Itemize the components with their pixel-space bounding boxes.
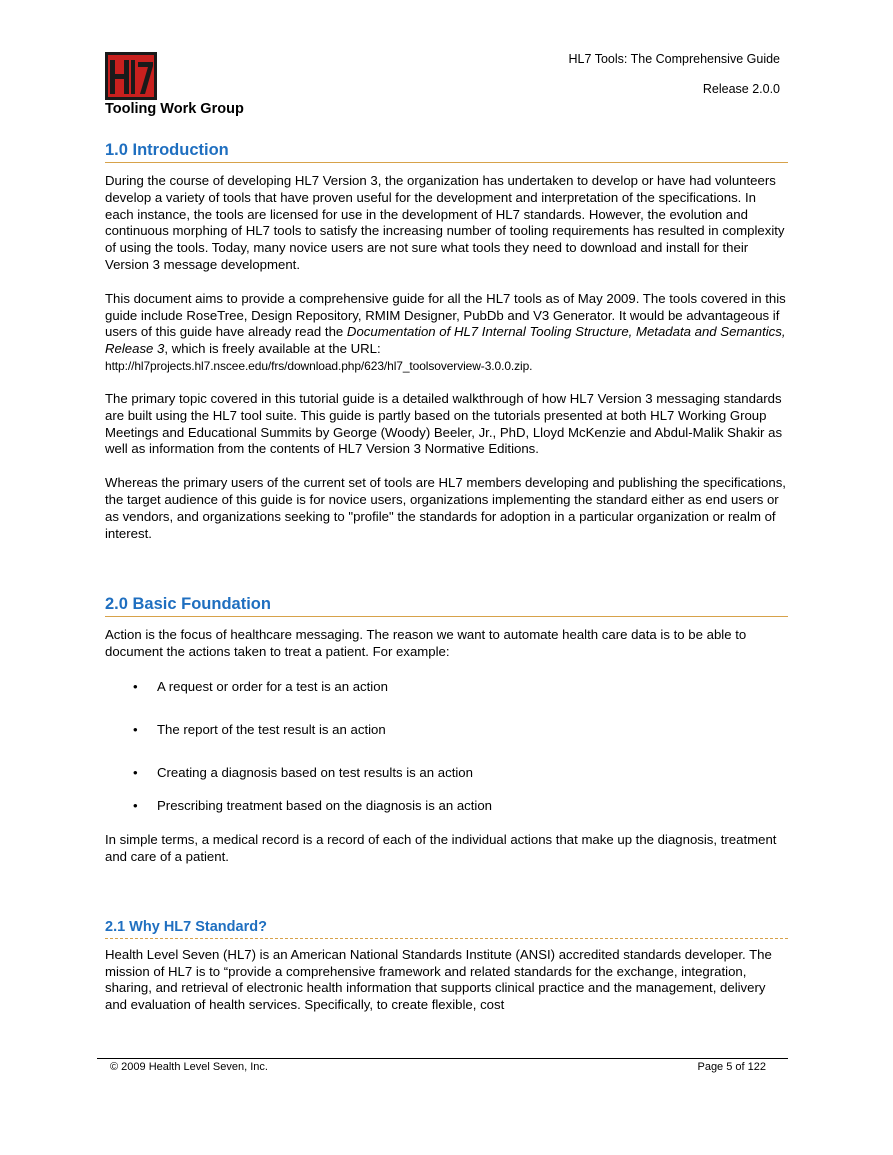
- work-group-name: Tooling Work Group: [105, 101, 244, 117]
- hl7-logo: [105, 52, 157, 100]
- action-bullet-list: [105, 679, 788, 815]
- list-item: [105, 798, 788, 815]
- list-item: [105, 765, 788, 782]
- heading-basic-foundation: 2.0 Basic Foundation: [105, 594, 788, 617]
- intro-paragraph-4: Whereas the primary users of the current set of tools are HL7 members developing and publishing the specifications, the target audience of this guide is for novice users, organizations implementing the standard either as end users or as vendors, and organizations seeking to "profile" the standards for adoption in a particular organization or realm of interest.: [105, 475, 786, 541]
- intro-p2-text-a: This document aims to provide a comprehensive guide for all the HL7 tools as of May 2009. The tools covered in this guide include RoseTree, Design Repository, RMIM Designer, PubDb and V3 Generator. It would be advantageous if users of this guide have already read the: [105, 290, 786, 340]
- intro-p2-doc-title: Documentation of HL7 Internal Tooling Structure, Metadata and Semantics, Release 3: [105, 324, 786, 357]
- intro-p2-text-b: , which is freely available at the URL:: [164, 341, 381, 357]
- list-item-text: Prescribing treatment based on the diagnosis is an action: [157, 798, 493, 814]
- bullet-icon: •: [133, 798, 138, 814]
- heading-introduction: 1.0 Introduction: [105, 140, 788, 163]
- bullet-icon: •: [133, 721, 138, 737]
- list-item-text: The report of the test result is an action: [157, 721, 386, 737]
- list-item: [105, 722, 788, 739]
- download-url-link[interactable]: http://hl7projects.hl7.nscee.edu/frs/download.php/623/hl7_toolsoverview-3.0.0.zip.: [105, 358, 533, 373]
- footer-divider: [97, 1058, 788, 1059]
- release-label: Release 2.0.0: [702, 82, 780, 96]
- bullet-icon: •: [133, 764, 138, 780]
- intro-paragraph-3: The primary topic covered in this tutorial guide is a detailed walkthrough of how HL7 Version 3 messaging standards are built using the HL7 tool suite. This guide is partly based on the tutorials presented at both HL7 Working Group Meetings and Educational Summits by George (Woody) Beeler, Jr., PhD, Lloyd McKenzie and Abdul-Malik Shakir as well as information from the contents of HL7 Version 3 Normative Editions.: [105, 390, 783, 457]
- list-item-text: Creating a diagnosis based on test results is an action: [157, 764, 473, 780]
- list-item-text: A request or order for a test is an action: [157, 678, 388, 694]
- bullet-icon: •: [133, 678, 138, 694]
- foundation-paragraph-1: Action is the focus of healthcare messaging. The reason we want to automate health care data is to be able to document the actions taken to treat a patient. For example:: [105, 627, 747, 660]
- heading-why-hl7: 2.1 Why HL7 Standard?: [105, 918, 788, 939]
- foundation-paragraph-2: In simple terms, a medical record is a record of each of the individual actions that make up the diagnosis, treatment and care of a patient.: [105, 832, 777, 864]
- intro-paragraph-2: [105, 291, 788, 358]
- footer-copyright: © 2009 Health Level Seven, Inc.: [110, 1061, 268, 1073]
- why-paragraph-1: Health Level Seven (HL7) is an American National Standards Institute (ANSI) accredited standards developer. The mission of HL7 is to “provide a comprehensive framework and related standards for the exchange, integration, sharing, and retrieval of electronic health information that supports clinical practice and the management, delivery and evaluation of health services. Specifically, to create flexible, cost: [105, 946, 772, 1013]
- document-title: HL7 Tools: The Comprehensive Guide: [568, 52, 780, 66]
- list-item: [105, 679, 788, 696]
- intro-paragraph-1: During the course of developing HL7 Version 3, the organization has undertaken to develop or have had volunteers develop a variety of tools that have proven useful for the development and interpretation of the specifications. In each instance, the tools are licensed for use in the development of HL7 standards. However, the evolution and continuous morphing of HL7 tools to satisfy the increasing number of tooling requirements has resulted in complexity of using the tools. Today, many novice users are not sure what tools they need to download and install for their Version 3 message development.: [105, 173, 785, 272]
- footer-page-number: Page 5 of 122: [697, 1061, 766, 1073]
- document-body: [105, 140, 788, 1014]
